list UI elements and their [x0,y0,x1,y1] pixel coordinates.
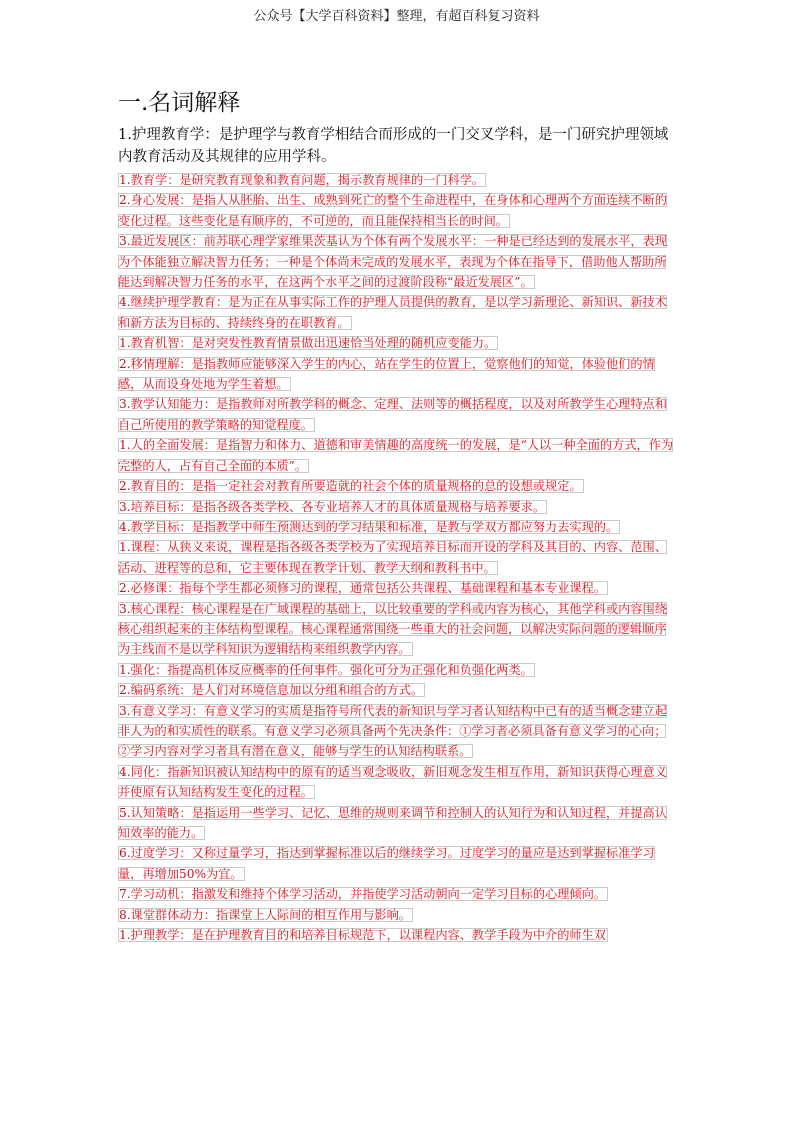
definition-entry [118,170,676,190]
definition-text [118,397,667,431]
definition-text [118,336,498,350]
definition-number: 1. [119,662,131,677]
definition-entry [118,231,676,292]
definition-body: 护理教学：是在护理教育目的和培养目标规范下，以课程内容、教学手段为中介的师生双 [130,928,606,943]
definition-number: 8. [119,907,131,922]
definition-body: 教学目标：是指教学中师生预测达到的学习结果和标准，是教与学双方都应努力去实现的。 [130,519,619,534]
definition-body: 人的全面发展：是指智力和体力、道德和审美情趣的高度统一的发展，是“人以一种全面的方式，作为完整的人，占有自己全面的本质”。 [118,438,674,473]
definition-number: 2. [119,193,131,208]
definition-text [118,846,655,880]
definition-number: 3. [119,397,131,412]
definition-body: 教育学：是研究教育现象和教育问题，揭示教育规律的一门科学。 [130,173,485,187]
definition-body: 过度学习：又称过量学习，指达到掌握标准以后的继续学习。过度学习的量应是达到掌握标准学习量，再增加50%为宜。 [118,846,655,881]
definition-text [118,663,535,677]
definition-body: 学习动机：指激发和维持个体学习活动，并指使学习活动朝向一定学习目标的心理倾向。 [130,887,606,902]
definition-entry [118,476,676,496]
definition-text [118,887,608,901]
definition-entry [118,517,676,537]
definition-body: 必修课：指每个学生都必须修习的课程，通常包括公共课程、基础课程和基本专业课程。 [130,581,606,596]
definition-text [118,928,608,942]
definition-number: 4. [119,764,131,779]
definition-entry [118,660,676,680]
definition-text [118,704,667,759]
definition-entry [118,333,676,353]
definition-body: 课程：从狭义来说，课程是指各级各类学校为了实现培养目标而开设的学科及其目的、内容、范围、活动、进程等的总和，它主要体现在教学计划、教学大纲和教科书中。 [118,540,667,575]
definition-body: 教育目的：是指一定社会对教育所要造就的社会个体的质量规格的总的设想或规定。 [130,479,582,494]
definition-number: 3. [119,499,131,514]
definition-number: 6. [119,846,131,861]
definition-text [118,479,584,493]
definition-body: 培养目标：是指各级各类学校、各专业培养人才的具体质量规格与培养要求。 [130,499,546,514]
definition-entry [118,925,676,945]
definition-body: 认知策略：是指运用一些学习、记忆、思维的规则来调节和控制人的认知行为和认知过程，并提高认知效率的能力。 [118,805,667,840]
definition-number: 3. [119,234,131,249]
definition-number: 2. [119,683,131,698]
definition-text [118,295,667,329]
definition-text [118,602,667,657]
definition-number: 3. [119,601,131,616]
definition-number: 1. [119,438,131,453]
definition-number: 1. [119,928,131,943]
definition-body: 移情理解：是指教师应能够深入学生的内心，站在学生的位置上，觉察他们的知觉，体验他们的情感，从而设身处地为学生着想。 [118,356,655,392]
definition-body: 强化：指提高机体反应概率的任何事件。强化可分为正强化和负强化两类。 [130,662,533,677]
definition-text [118,520,620,534]
definition-entry [118,578,676,598]
definition-entry [118,394,676,435]
definition-body: 最近发展区：前苏联心理学家维果茨基认为个体有两个发展水平：一种是已经达到的发展水平，表现为个体能独立解决智力任务；一种是个体尚未完成的发展水平，表现为个体在指导下，借助他人帮助所能达到解决智力任务的水平，在这两个水平之间的过渡阶段称“最近发展区”。 [118,234,667,290]
definition-body: 编码系统：是人们对环境信息加以分组和组合的方式。 [130,683,424,698]
definition-number: 5. [119,805,131,820]
definition-text [118,500,547,514]
definition-text [118,806,667,840]
definition-text [118,173,486,187]
definition-body: 有意义学习：有意义学习的实质是指符号所代表的新知识与学习者认知结构中已有的适当概念建立起非人为的和实质性的联系。有意义学习必须具备两个先决条件：①学习者必须具备有意义学习的心向；②学习内容对学习者具有潜在意义，能够与学生的认知结构联系。 [118,703,667,759]
definition-entry [118,599,676,660]
definition-text [118,438,673,472]
definition-entry [118,884,676,904]
page-header: 公众号【大学百科资料】整理，有超百科复习资料 [253,9,540,24]
intro-paragraph: 1.护理教育学：是护理学与教育学相结合而形成的一门交叉学科，是一门研究护理领域内教育活动及其规律的应用学科。 [118,127,669,165]
definition-number: 2. [119,356,131,371]
definition-list [118,170,676,945]
definition-text [118,357,655,391]
definition-body: 教育机智：是对突发性教育情景做出迅速恰当处理的随机应变能力。 [130,336,497,351]
definition-entry [118,435,676,476]
definition-text [118,234,667,289]
definition-number: 4. [119,295,131,310]
definition-body: 身心发展：是指人从胚胎、出生、成熟到死亡的整个生命进程中，在身体和心理两个方面连续不断的变化过程。这些变化是有顺序的，不可逆的，而且能保持相当长的时间。 [118,193,667,228]
definition-body: 继续护理学教育：是为正在从事实际工作的护理人员提供的教育，是以学习新理论、新知识、新技术和新方法为目标的、持续终身的在职教育。 [118,295,667,330]
definition-body: 同化：指新知识被认知结构中的原有的适当观念吸收，新旧观念发生相互作用，新知识获得心理意义并使原有认知结构发生变化的过程。 [118,764,667,800]
definition-entry [118,292,676,333]
definition-number: 2. [119,479,131,494]
definition-text [118,765,667,799]
definition-body: 核心课程：核心课程是在广域课程的基础上，以比较重要的学科或内容为核心，其他学科或内容围绕核心组织起来的主体结构型课程。核心课程通常围绕一些重大的社会问题，以解决实际问题的逻辑顺序为主线而不是以学科知识为逻辑结构来组织教学内容。 [118,601,667,657]
definition-entry [118,905,676,925]
definition-entry [118,497,676,517]
definition-entry [118,762,676,803]
definition-number: 7. [119,887,131,902]
definition-entry [118,843,676,884]
definition-text [118,581,608,595]
definition-entry [118,803,676,844]
definition-number: 1. [119,173,131,187]
definition-text [118,540,667,574]
definition-entry [118,354,676,395]
definition-entry [118,701,676,762]
definition-number: 3. [119,703,131,718]
definition-number: 2. [119,581,131,596]
definition-text [118,908,413,922]
definition-body: 课堂群体动力：指课堂上人际间的相互作用与影响。 [130,907,411,922]
section-title: 一.名词解释 [118,90,241,116]
definition-number: 1. [119,336,131,351]
definition-entry [118,190,676,231]
definition-text [118,683,425,697]
definition-number: 1. [119,540,131,555]
definition-text [118,193,667,227]
definition-entry [118,680,676,700]
definition-body: 教学认知能力：是指教师对所教学科的概念、定理、法则等的概括程度，以及对所教学生心理特点和自己所使用的教学策略的知觉程度。 [118,397,667,432]
definition-entry [118,537,676,578]
definition-number: 4. [119,519,131,534]
